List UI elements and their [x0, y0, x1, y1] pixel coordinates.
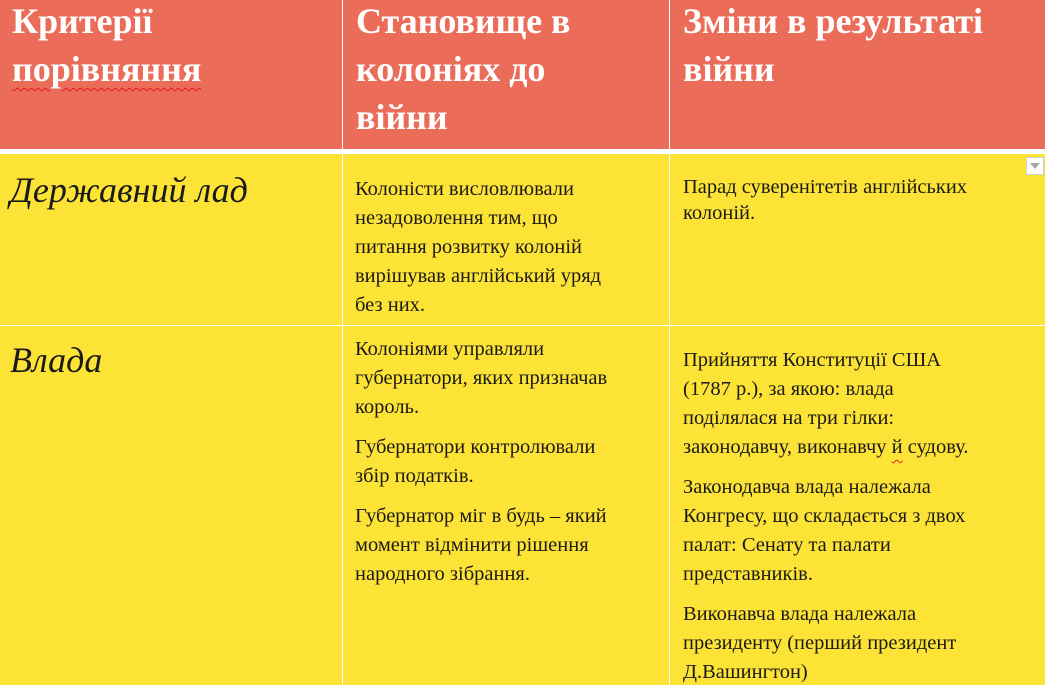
header-criteria-text: [12, 0, 201, 93]
paragraph: [355, 433, 607, 491]
text-segment: судову.: [902, 436, 969, 458]
table-row: [0, 154, 1045, 325]
text-line: без них.: [355, 294, 426, 316]
text-line: поділялася на три гілки:: [683, 407, 895, 429]
after-text: [683, 346, 969, 685]
before-cell[interactable]: [343, 326, 669, 685]
after-text: [683, 174, 967, 237]
after-cell[interactable]: [670, 326, 1045, 685]
header-line: Становище в: [356, 1, 571, 41]
criterion-cell[interactable]: [0, 154, 342, 325]
text-line: Д.Вашингтон): [683, 661, 808, 683]
header-line: [12, 45, 201, 93]
header-cell-before[interactable]: [343, 0, 669, 149]
text-line: вирішував англійський уряд: [355, 265, 602, 287]
before-cell[interactable]: [343, 154, 669, 325]
before-text: [355, 335, 607, 600]
text-line: Конгресу, що складається з двох: [683, 505, 966, 527]
paragraph: [355, 175, 601, 320]
criterion-label: Державний лад: [10, 170, 248, 210]
paragraph: [355, 335, 607, 422]
paragraph: [683, 473, 969, 589]
criterion-label: Влада: [10, 340, 103, 380]
paragraph: [683, 346, 969, 462]
text-line: Парад суверенітетів англійських: [683, 176, 968, 198]
text-segment: законодавчу, виконавчу: [683, 436, 892, 458]
text-line: момент відмінити рішення: [355, 534, 589, 556]
spellcheck-underlined-word: й: [891, 436, 903, 458]
text-line: [683, 433, 969, 462]
text-line: колоній.: [683, 202, 756, 224]
text-line: король.: [355, 396, 420, 418]
spellcheck-underlined-word: порівняння: [12, 49, 202, 89]
text-line: президенту (перший президент: [683, 632, 957, 654]
before-text: [355, 175, 601, 331]
header-line: війни: [683, 49, 775, 89]
header-after-text: [683, 0, 1045, 93]
text-line: питання розвитку колоній: [355, 236, 583, 258]
text-line: незадоволення тим, що: [355, 207, 558, 229]
header-line: Критерії: [12, 1, 153, 41]
text-line: Губернатори контролювали: [355, 436, 596, 458]
header-row: [0, 0, 1045, 149]
criterion-cell[interactable]: [0, 326, 342, 685]
text-line: народного зібрання.: [355, 563, 530, 585]
chevron-down-icon[interactable]: [1026, 157, 1044, 175]
text-line: губернатори, яких призначав: [355, 367, 608, 389]
table-row: [0, 326, 1045, 685]
paragraph: [683, 174, 967, 226]
header-line: колоніях до: [356, 49, 546, 89]
header-line: Зміни в результаті: [683, 1, 984, 41]
text-line: представників.: [683, 563, 813, 585]
text-line: (1787 р.), за якою: влада: [683, 378, 894, 400]
text-line: Виконавча влада належала: [683, 603, 917, 625]
column-divider: [669, 0, 670, 685]
after-cell[interactable]: [670, 154, 1045, 325]
text-line: Губернатор міг в будь – який: [355, 505, 607, 527]
paragraph: [355, 502, 607, 589]
text-line: Прийняття Конституції США: [683, 349, 942, 371]
paragraph: [683, 600, 969, 685]
text-line: Колоніями управляли: [355, 338, 545, 360]
text-line: збір податків.: [355, 465, 474, 487]
text-line: Законодавча влада належала: [683, 476, 931, 498]
header-line: війни: [356, 97, 448, 137]
text-line: Колоністи висловлювали: [355, 178, 575, 200]
text-line: палат: Сенату та палати: [683, 534, 891, 556]
column-divider: [342, 0, 343, 685]
header-before-text: [356, 0, 571, 141]
header-cell-criteria[interactable]: [0, 0, 342, 149]
header-cell-after[interactable]: [670, 0, 1045, 149]
